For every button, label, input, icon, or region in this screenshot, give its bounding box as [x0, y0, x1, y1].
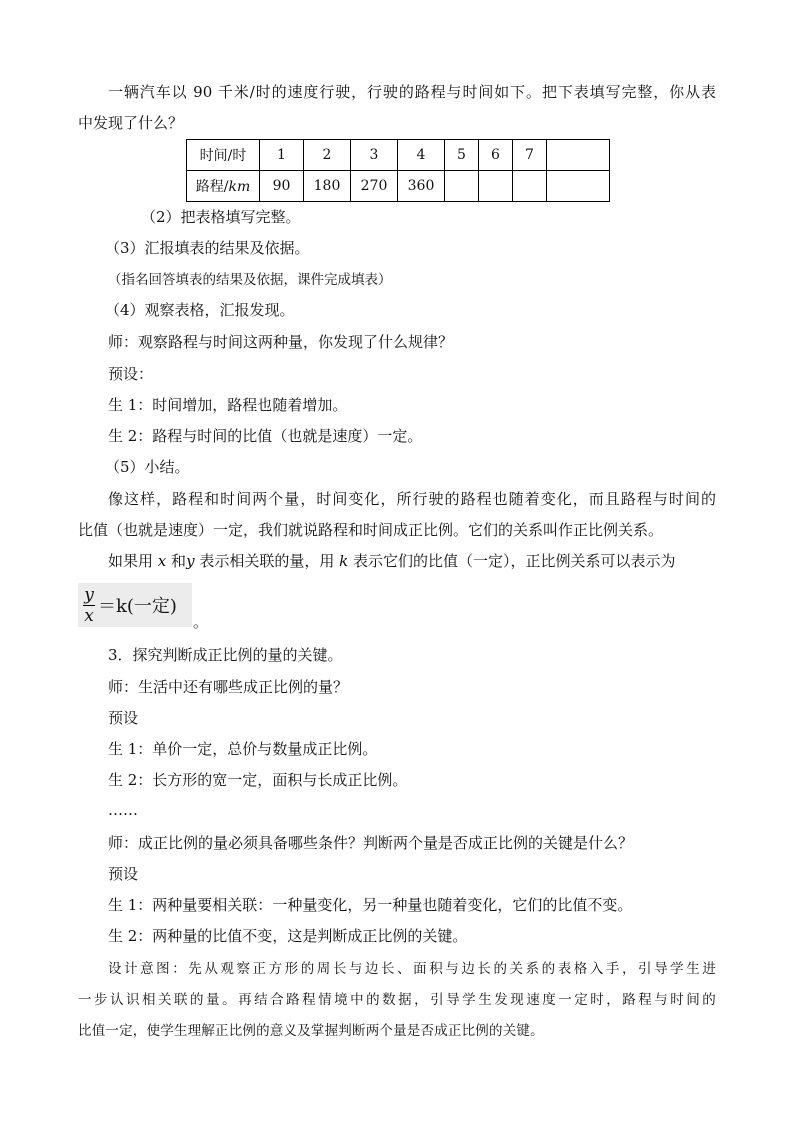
table-cell: 180	[304, 171, 351, 202]
teacher-question-3: 师：成正比例的量必须具备哪些条件？判断两个量是否成正比例的关键是什么？	[108, 834, 634, 852]
table-cell: 270	[351, 171, 398, 202]
table-cell	[445, 171, 479, 202]
preset-label: 预设：	[108, 365, 154, 383]
student-2-answer-3: 生 2：两种量的比值不变，这是判断成正比例的关键。	[108, 927, 468, 945]
intro-line-2: 中发现了什么？	[78, 114, 184, 132]
preset-label-3: 预设	[108, 865, 139, 883]
summary-line-2: 比值（也就是速度）一定，我们就说路程和时间成正比例。它们的关系叫作正比例关系。	[78, 521, 664, 539]
design-intent-line-3: 比值一定，使学生理解正比例的意义及掌握判断两个量是否成正比例的关键。	[78, 1023, 544, 1039]
table-row-distance	[187, 171, 610, 202]
step-3-note: （指名回答填表的结果及依据，课件完成填表）	[108, 272, 392, 288]
step-5: （5）小结。	[105, 458, 190, 476]
table-cell	[479, 171, 513, 202]
table-cell: 6	[479, 140, 513, 171]
student-1-answer-2: 生 1：单价一定，总价与数量成正比例。	[108, 740, 378, 758]
step-2: （2）把表格填写完整。	[141, 208, 301, 226]
student-1-answer-3: 生 1：两种量要相关联：一种量变化，另一种量也随着变化，它们的比值不变。	[108, 896, 633, 914]
table-cell: 1	[260, 140, 304, 171]
formula-rhs: ＝k(一定)	[98, 596, 177, 617]
preset-label-2: 预设	[108, 709, 139, 727]
step-4: （4）观察表格，汇报发现。	[105, 301, 295, 319]
design-intent-line-2: 一步认识相关联的量。再结合路程情境中的数据，引导学生发现速度一定时，路程与时间的	[78, 992, 716, 1008]
table-cell	[547, 140, 610, 171]
summary-line-1: 像这样，路程和时间两个量，时间变化，所行驶的路程也随着变化，而且路程与时间的	[108, 490, 716, 508]
teacher-question: 师：观察路程与时间这两种量，你发现了什么规律？	[108, 333, 454, 351]
student-2-answer-2: 生 2：长方形的宽一定，面积与长成正比例。	[108, 771, 408, 789]
formula-numerator: y	[84, 584, 94, 605]
student-2-answer: 生 2：路程与时间的比值（也就是速度）一定。	[108, 427, 423, 445]
summary-line-3: 如果用 x 和y 表示相关联的量，用 k 表示它们的比值（一定），正比例关系可以表示为	[108, 552, 676, 570]
intro-line-1: 一辆汽车以 90 千米/时的速度行驶，行驶的路程与时间如下。把下表填写完整，你从表	[108, 83, 716, 101]
step-3: （3）汇报填表的结果及依据。	[105, 239, 310, 257]
table-cell: 4	[398, 140, 445, 171]
table-cell	[513, 171, 547, 202]
ellipsis: ……	[108, 801, 138, 819]
proportion-formula	[78, 583, 192, 627]
formula-fraction	[83, 586, 95, 625]
teacher-question-2: 师：生活中还有哪些成正比例的量？	[108, 678, 349, 696]
table-cell: 90	[260, 171, 304, 202]
formula-denominator: x	[84, 605, 94, 626]
student-1-answer: 生 1：时间增加，路程也随着增加。	[108, 396, 348, 414]
table-cell: 5	[445, 140, 479, 171]
formula-period: 。	[193, 613, 209, 631]
distance-time-table	[186, 139, 610, 202]
design-intent-line-1: 设计意图：先从观察正方形的周长与边长、面积与边长的关系的表格入手，引导学生进	[108, 961, 716, 977]
table-header-time: 时间/时	[187, 140, 260, 171]
table-cell: 7	[513, 140, 547, 171]
table-cell: 2	[304, 140, 351, 171]
table-row-time	[187, 140, 610, 171]
table-cell: 360	[398, 171, 445, 202]
section-3-title: 3．探究判断成正比例的量的关键。	[108, 646, 343, 664]
table-header-distance: 路程/km	[187, 171, 260, 202]
table-cell: 3	[351, 140, 398, 171]
table-cell	[547, 171, 610, 202]
